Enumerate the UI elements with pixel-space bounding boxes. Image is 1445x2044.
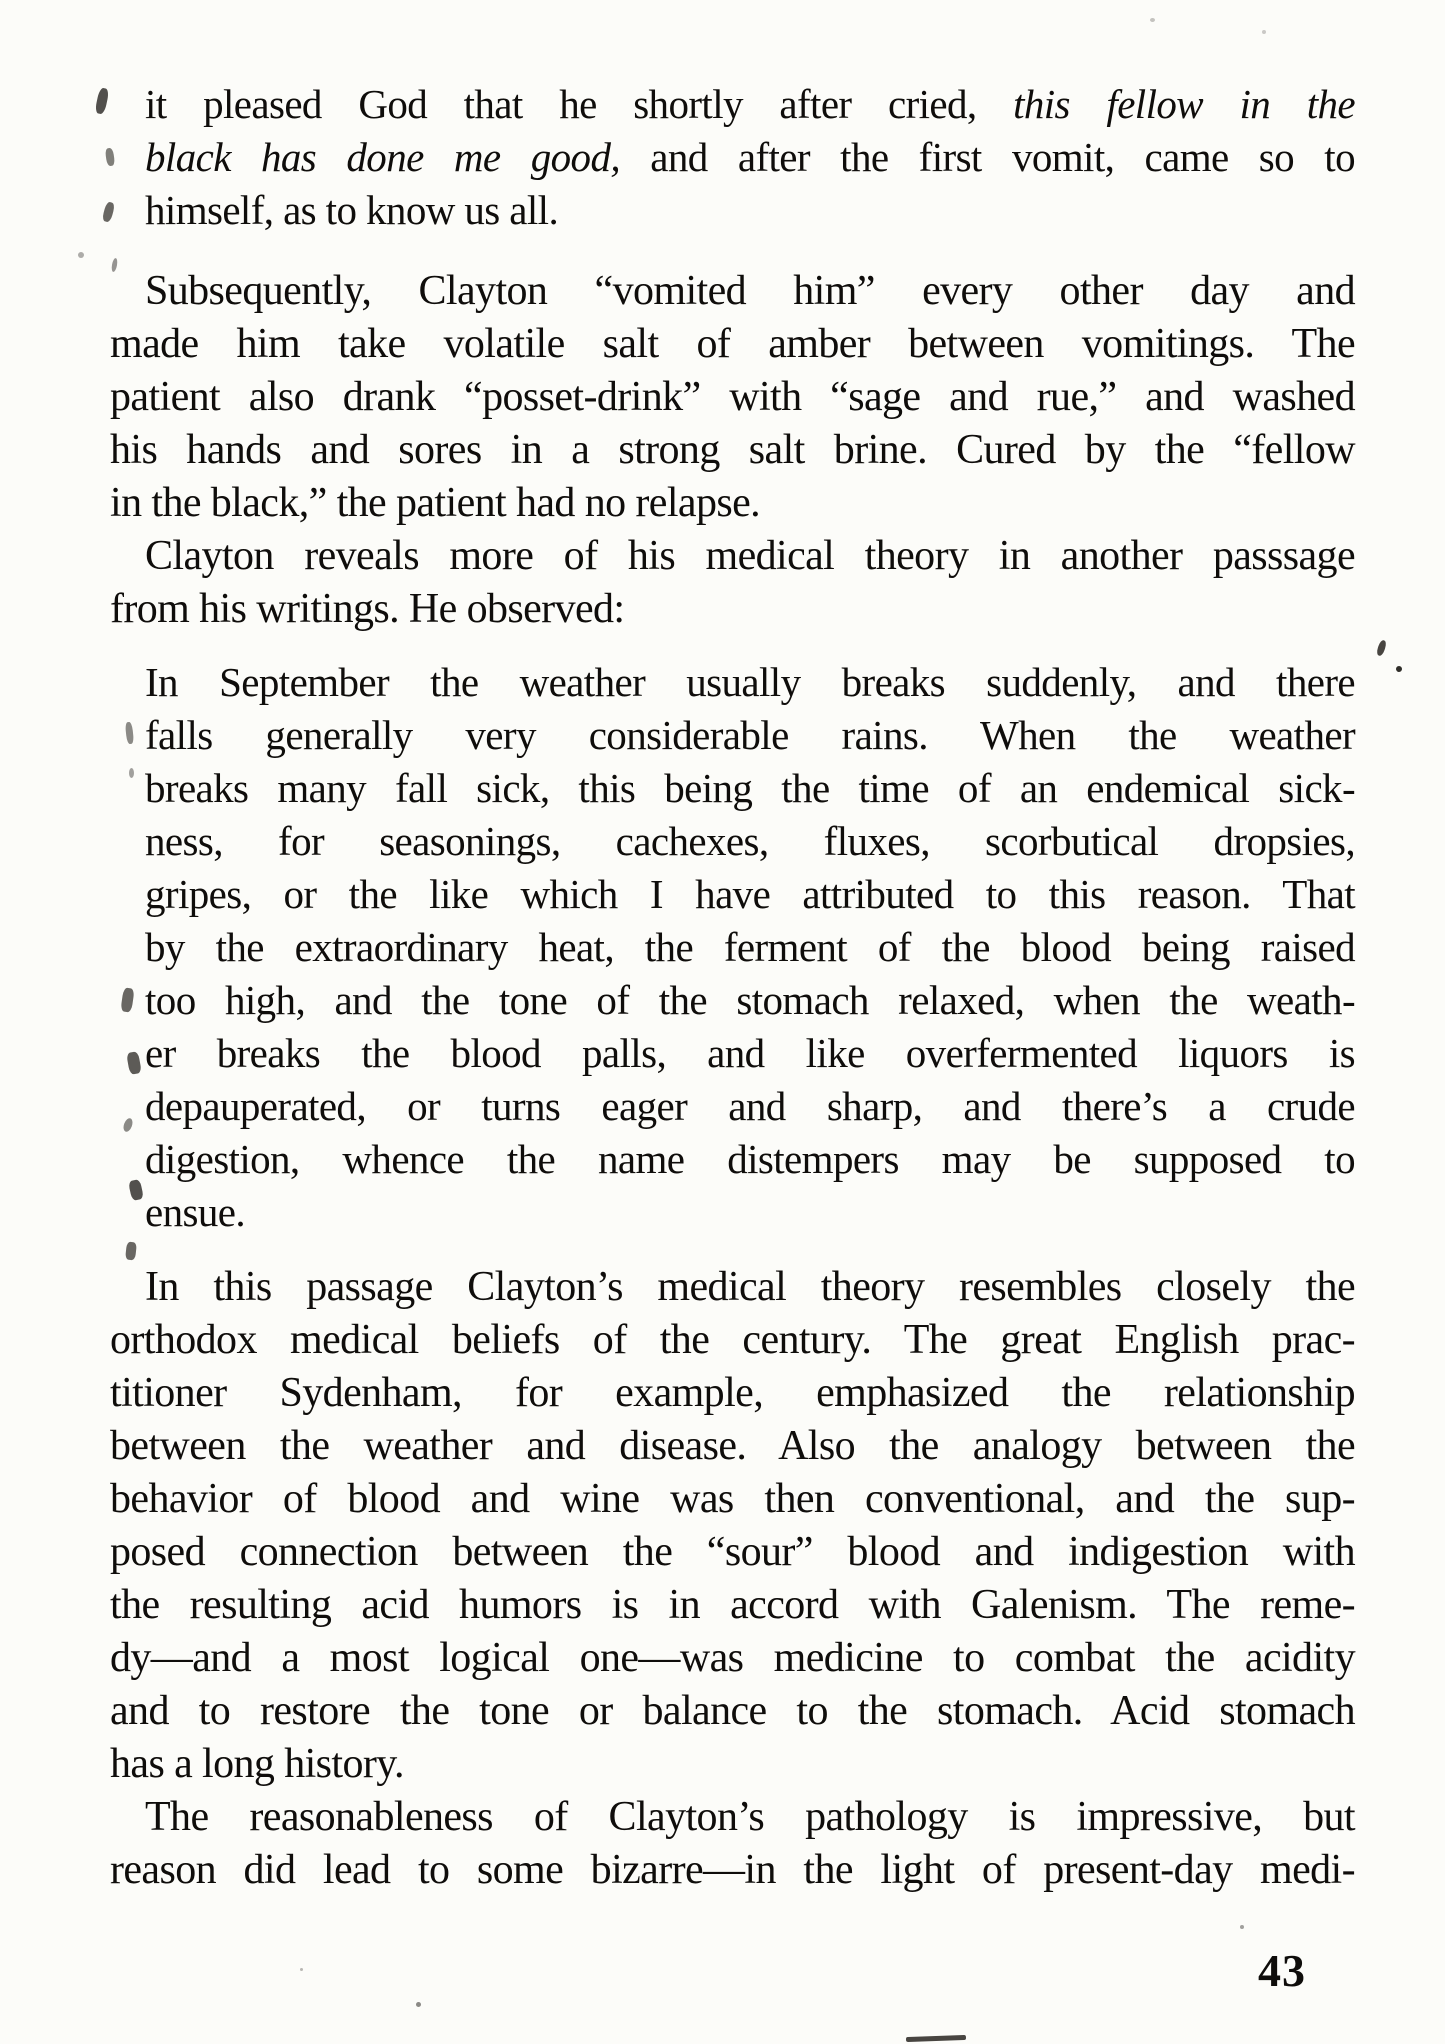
scan-speck xyxy=(1376,639,1388,656)
italic-text: this fellow in the xyxy=(1013,81,1355,127)
paragraph-reasonableness xyxy=(110,1791,1355,1897)
text-line xyxy=(110,1526,1355,1579)
text-line xyxy=(145,815,1355,868)
text-line xyxy=(145,78,1355,131)
text-segment: it pleased God that he shortly after cried, xyxy=(145,81,1014,127)
text-line xyxy=(145,1080,1355,1133)
text-segment: breaks many fall sick, this being the time of an endemical sick- xyxy=(145,765,1355,811)
scan-speck xyxy=(78,252,84,258)
text-segment: gripes, or the like which I have attributed to this reason. That xyxy=(145,871,1355,917)
text-line xyxy=(110,1844,1355,1897)
scan-speck xyxy=(94,87,109,115)
paragraph-in-this-passage xyxy=(110,1261,1355,1791)
text-line xyxy=(145,709,1355,762)
text-line xyxy=(110,1632,1355,1685)
text-line xyxy=(110,1314,1355,1367)
text-segment: In this passage Clayton’s medical theory resembles closely the xyxy=(145,1264,1355,1310)
text-segment: depauperated, or turns eager and sharp, and there’s a crude xyxy=(145,1083,1355,1129)
text-line xyxy=(110,530,1355,583)
text-line xyxy=(110,424,1355,477)
text-line xyxy=(145,184,1355,237)
text-segment: his hands and sores in a strong salt brine. Cured by the “fellow xyxy=(110,427,1355,473)
text-segment: has a long history. xyxy=(110,1741,404,1787)
scan-speck xyxy=(1150,18,1155,22)
text-line xyxy=(110,583,1355,636)
text-segment: from his writings. He observed: xyxy=(110,586,625,632)
text-line xyxy=(110,1579,1355,1632)
text-segment: dy—and a most logical one—was medicine to combat the acidity xyxy=(110,1635,1355,1681)
text-line xyxy=(110,1473,1355,1526)
text-segment: the resulting acid humors is in accord with Galenism. The reme- xyxy=(110,1582,1355,1628)
scan-speck xyxy=(1396,666,1402,672)
text-line xyxy=(110,1367,1355,1420)
text-line xyxy=(145,656,1355,709)
text-line xyxy=(145,1027,1355,1080)
text-line xyxy=(110,1738,1355,1791)
text-segment: The reasonableness of Clayton’s pathology is impressive, but xyxy=(145,1794,1355,1840)
paragraph-clayton-reveals xyxy=(110,530,1355,636)
text-segment: and to restore the tone or balance to the stomach. Acid stomach xyxy=(110,1688,1355,1734)
text-segment: titioner Sydenham, for example, emphasized the relationship xyxy=(110,1370,1355,1416)
text-line xyxy=(110,477,1355,530)
text-segment: behavior of blood and wine was then conventional, and the sup- xyxy=(110,1476,1355,1522)
text-line xyxy=(145,1133,1355,1186)
opening-extract-quote xyxy=(145,78,1355,237)
text-segment: in the black,” the patient had no relapse. xyxy=(110,480,761,526)
text-segment: made him take volatile salt of amber between vomitings. The xyxy=(110,321,1355,367)
text-line xyxy=(145,868,1355,921)
text-segment: er breaks the blood palls, and like overfermented liquors is xyxy=(145,1030,1355,1076)
text-line xyxy=(110,265,1355,318)
italic-text: black has done me good, xyxy=(145,134,620,180)
text-segment: orthodox medical beliefs of the century. The great English prac- xyxy=(110,1317,1355,1363)
text-line xyxy=(110,1261,1355,1314)
text-line xyxy=(145,921,1355,974)
text-segment: too high, and the tone of the stomach relaxed, when the weath- xyxy=(145,977,1355,1023)
scan-speck xyxy=(906,2035,966,2042)
september-extract-quote xyxy=(145,656,1355,1239)
text-segment: Subsequently, Clayton “vomited him” every other day and xyxy=(145,268,1355,314)
text-line xyxy=(110,1791,1355,1844)
text-segment: digestion, whence the name distempers may be supposed to xyxy=(145,1136,1355,1182)
text-line xyxy=(145,131,1355,184)
text-segment: by the extraordinary heat, the ferment of the blood being raised xyxy=(145,924,1355,970)
text-segment: reason did lead to some bizarre—in the light of present-day medi- xyxy=(110,1847,1355,1893)
text-segment: ness, for seasonings, cachexes, fluxes, scorbutical dropsies, xyxy=(145,818,1355,864)
scan-speck xyxy=(300,1968,303,1971)
text-line xyxy=(145,974,1355,1027)
text-line xyxy=(110,318,1355,371)
text-line xyxy=(145,762,1355,815)
paragraph-subsequently xyxy=(110,265,1355,530)
text-line xyxy=(145,1186,1355,1239)
page-number: 43 xyxy=(1258,1945,1306,1996)
text-column xyxy=(110,78,1355,1897)
text-line xyxy=(110,1685,1355,1738)
scan-speck xyxy=(416,2002,421,2007)
text-segment: Clayton reveals more of his medical theory in another passsage xyxy=(145,533,1355,579)
text-segment: posed connection between the “sour” blood and indigestion with xyxy=(110,1529,1355,1575)
text-segment: himself, as to know us all. xyxy=(145,187,559,233)
text-line xyxy=(110,371,1355,424)
text-segment: patient also drank “posset-drink” with “sage and rue,” and washed xyxy=(110,374,1355,420)
text-segment: falls generally very considerable rains. When the weather xyxy=(145,712,1355,758)
text-segment: In September the weather usually breaks suddenly, and there xyxy=(145,659,1355,705)
text-segment: between the weather and disease. Also the analogy between the xyxy=(110,1423,1355,1469)
scan-speck xyxy=(1240,1925,1244,1929)
text-segment: ensue. xyxy=(145,1189,246,1235)
text-segment: and after the first vomit, came so to xyxy=(620,134,1355,180)
scan-speck xyxy=(1262,30,1266,34)
text-line xyxy=(110,1420,1355,1473)
